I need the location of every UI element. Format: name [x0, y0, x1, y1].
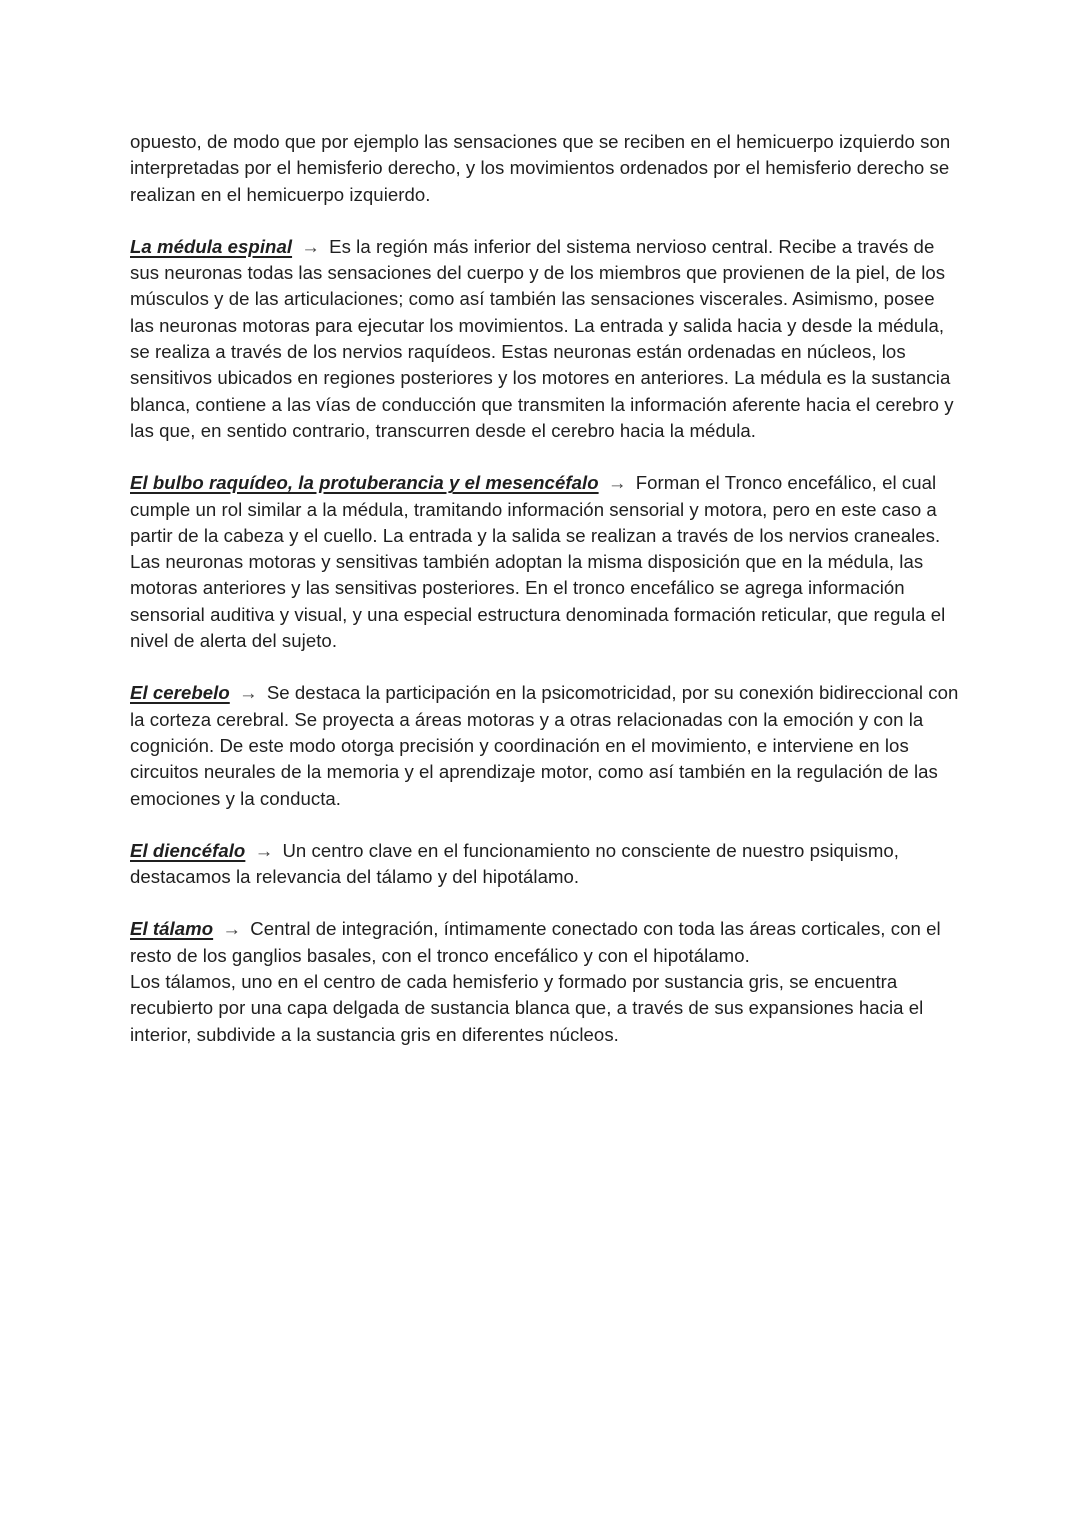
- section-tronco-encefalico: [130, 470, 960, 654]
- term-tronco-encefalico: El bulbo raquídeo, la protuberancia y el mesencéfalo: [130, 472, 599, 494]
- section-talamo: [130, 916, 960, 1047]
- section-cerebelo: [130, 680, 960, 811]
- section-text-continued: Los tálamos, uno en el centro de cada hemisferio y formado por sustancia gris, se encuentra recubierto por una capa delgada de sustancia blanca que, a través de sus expansiones hacia el interior, subdivide a la sustancia gris en diferentes núcleos.: [130, 971, 924, 1045]
- section-diencefalo: [130, 838, 960, 891]
- intro-paragraph: opuesto, de modo que por ejemplo las sensaciones que se reciben en el hemicuerpo izquierdo son interpretadas por el hemisferio derecho, y los movimientos ordenados por el hemisferio derecho se realizan en el hemicuerpo izquierdo.: [130, 131, 951, 205]
- term-diencefalo: El diencéfalo: [130, 839, 246, 861]
- document-page: [130, 129, 960, 1074]
- section-text: Forman el Tronco encefálico, el cual cumple un rol similar a la médula, tramitando información sensorial y motora, pero en este caso a partir de la cabeza y el cuello. La entrada y la salida se realizan a través de los nervios craneales. Las neuronas motoras y sensitivas también adoptan la misma disposición que en la médula, las motoras anteriores y las sensitivas posteriores. En el tronco encefálico se agrega información sensorial auditiva y visual, y una especial estructura denominada formación reticular, que regula el nivel de alerta del sujeto.: [130, 472, 946, 652]
- section-text: Central de integración, íntimamente conectado con toda las áreas corticales, con el resto de los ganglios basales, con el tronco encefálico y con el hipotálamo.: [130, 918, 941, 966]
- arrow-icon: →: [301, 235, 320, 257]
- section-text: Un centro clave en el funcionamiento no consciente de nuestro psiquismo, destacamos la relevancia del tálamo y del hipotálamo.: [130, 839, 899, 888]
- section-text: Se destaca la participación en la psicomotricidad, por su conexión bidireccional con la corteza cerebral. Se proyecta a áreas motoras y a otras relacionadas con la emoción y con la cognición. De este modo otorga precisión y coordinación en el movimiento, e interviene en los circuitos neurales de la memoria y el aprendizaje motor, como así también en la regulación de las emociones y la conducta.: [130, 682, 959, 809]
- section-medula-espinal: [130, 234, 960, 444]
- term-cerebelo: El cerebelo: [130, 682, 230, 704]
- arrow-icon: →: [254, 839, 274, 861]
- arrow-icon: →: [222, 918, 241, 940]
- term-talamo: El tálamo: [130, 918, 214, 940]
- term-medula-espinal: La médula espinal: [130, 235, 293, 257]
- section-text: Es la región más inferior del sistema nervioso central. Recibe a través de sus neuronas todas las sensaciones del cuerpo y de los miembros que provienen de la piel, de los músculos y de las articulaciones; como así también las sensaciones viscerales. Asimismo, posee las neuronas motoras para ejecutar los movimientos. La entrada y salida hacia y desde la médula, se realiza a través de los nervios raquídeos. Estas neuronas están ordenadas en núcleos, los sensitivos ubicados en regiones posteriores y los motores en anteriores. La médula es la sustancia blanca, contiene a las vías de conducción que transmiten la información aferente hacia el cerebro y las que, en sentido contrario, transcurren desde el cerebro hacia la médula.: [130, 235, 954, 441]
- arrow-icon: →: [238, 682, 258, 704]
- arrow-icon: →: [607, 472, 627, 494]
